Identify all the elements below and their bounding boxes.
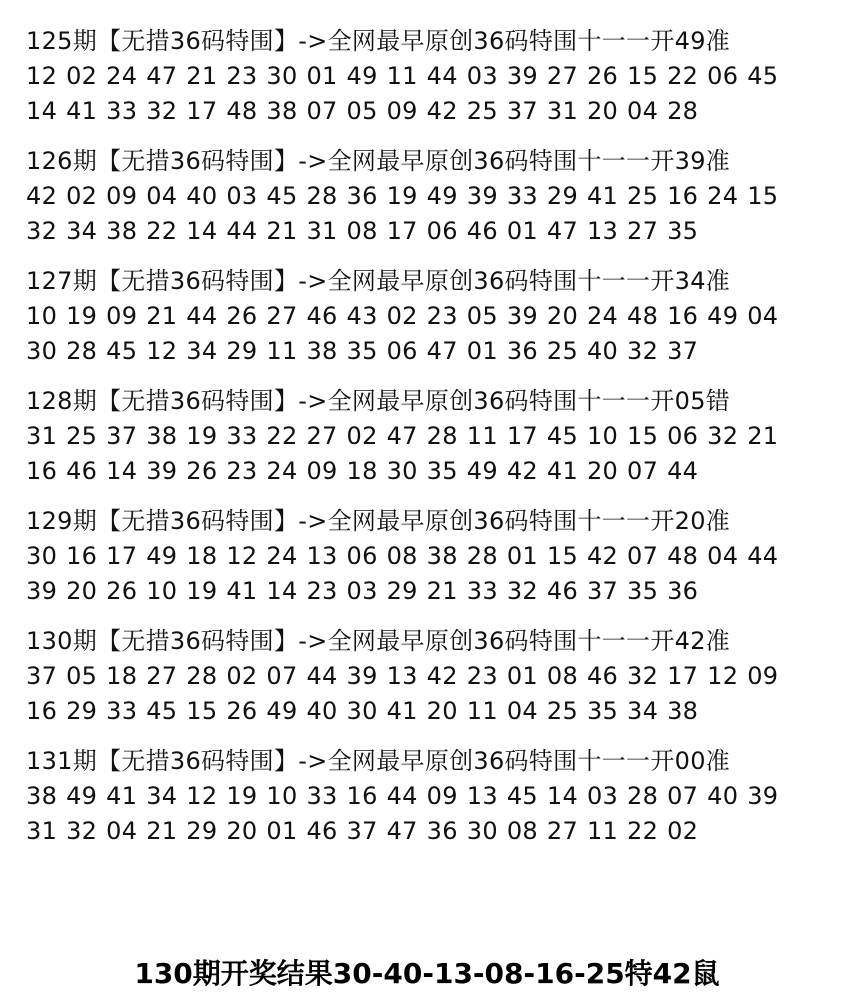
number-line: 39 20 26 10 19 41 14 23 03 29 21 33 32 46 37 35 36 xyxy=(26,577,699,605)
number-line: 30 28 45 12 34 29 11 38 35 06 47 01 36 25 40 32 37 xyxy=(26,337,699,365)
number-line: 31 32 04 21 29 20 01 46 37 47 36 30 08 27 11 22 02 xyxy=(26,817,699,845)
record-header: 126期【无措36码特围】->全网最早原创36码特围十一一开39准 xyxy=(26,147,731,175)
record-header: 128期【无措36码特围】->全网最早原创36码特围十一一开05错 xyxy=(26,387,731,415)
number-line: 32 34 38 22 14 44 21 31 08 17 06 46 01 47 13 27 35 xyxy=(26,217,699,245)
number-line: 31 25 37 38 19 33 22 27 02 47 28 11 17 45 10 15 06 32 21 xyxy=(26,422,779,450)
number-line: 37 05 18 27 28 02 07 44 39 13 42 23 01 08 46 32 17 12 09 xyxy=(26,662,779,690)
draw-result-text: 130期开奖结果30-40-13-08-16-25特42鼠 xyxy=(134,957,720,990)
record-127 xyxy=(26,264,836,369)
record-header: 129期【无措36码特围】->全网最早原创36码特围十一一开20准 xyxy=(26,507,731,535)
number-line: 16 46 14 39 26 23 24 09 18 30 35 49 42 41 20 07 44 xyxy=(26,457,699,485)
record-header: 127期【无措36码特围】->全网最早原创36码特围十一一开34准 xyxy=(26,267,731,295)
number-line: 38 49 41 34 12 19 10 33 16 44 09 13 45 14 03 28 07 40 39 xyxy=(26,782,779,810)
number-line: 16 29 33 45 15 26 49 40 30 41 20 11 04 25 35 34 38 xyxy=(26,697,699,725)
record-header: 131期【无措36码特围】->全网最早原创36码特围十一一开00准 xyxy=(26,747,731,775)
record-header: 130期【无措36码特围】->全网最早原创36码特围十一一开42准 xyxy=(26,627,731,655)
record-126 xyxy=(26,144,836,249)
record-list xyxy=(26,24,836,864)
number-line: 14 41 33 32 17 48 38 07 05 09 42 25 37 31 20 04 28 xyxy=(26,97,699,125)
number-line: 42 02 09 04 40 03 45 28 36 19 49 39 33 29 41 25 16 24 15 xyxy=(26,182,779,210)
record-128 xyxy=(26,384,836,489)
number-line: 30 16 17 49 18 12 24 13 06 08 38 28 01 15 42 07 48 04 44 xyxy=(26,542,779,570)
record-129 xyxy=(26,504,836,609)
number-line: 10 19 09 21 44 26 27 46 43 02 23 05 39 20 24 48 16 49 04 xyxy=(26,302,779,330)
record-125 xyxy=(26,24,836,129)
record-header: 125期【无措36码特围】->全网最早原创36码特围十一一开49准 xyxy=(26,27,731,55)
number-line: 12 02 24 47 21 23 30 01 49 11 44 03 39 27 26 15 22 06 45 xyxy=(26,62,779,90)
record-131 xyxy=(26,744,836,849)
record-130 xyxy=(26,624,836,729)
